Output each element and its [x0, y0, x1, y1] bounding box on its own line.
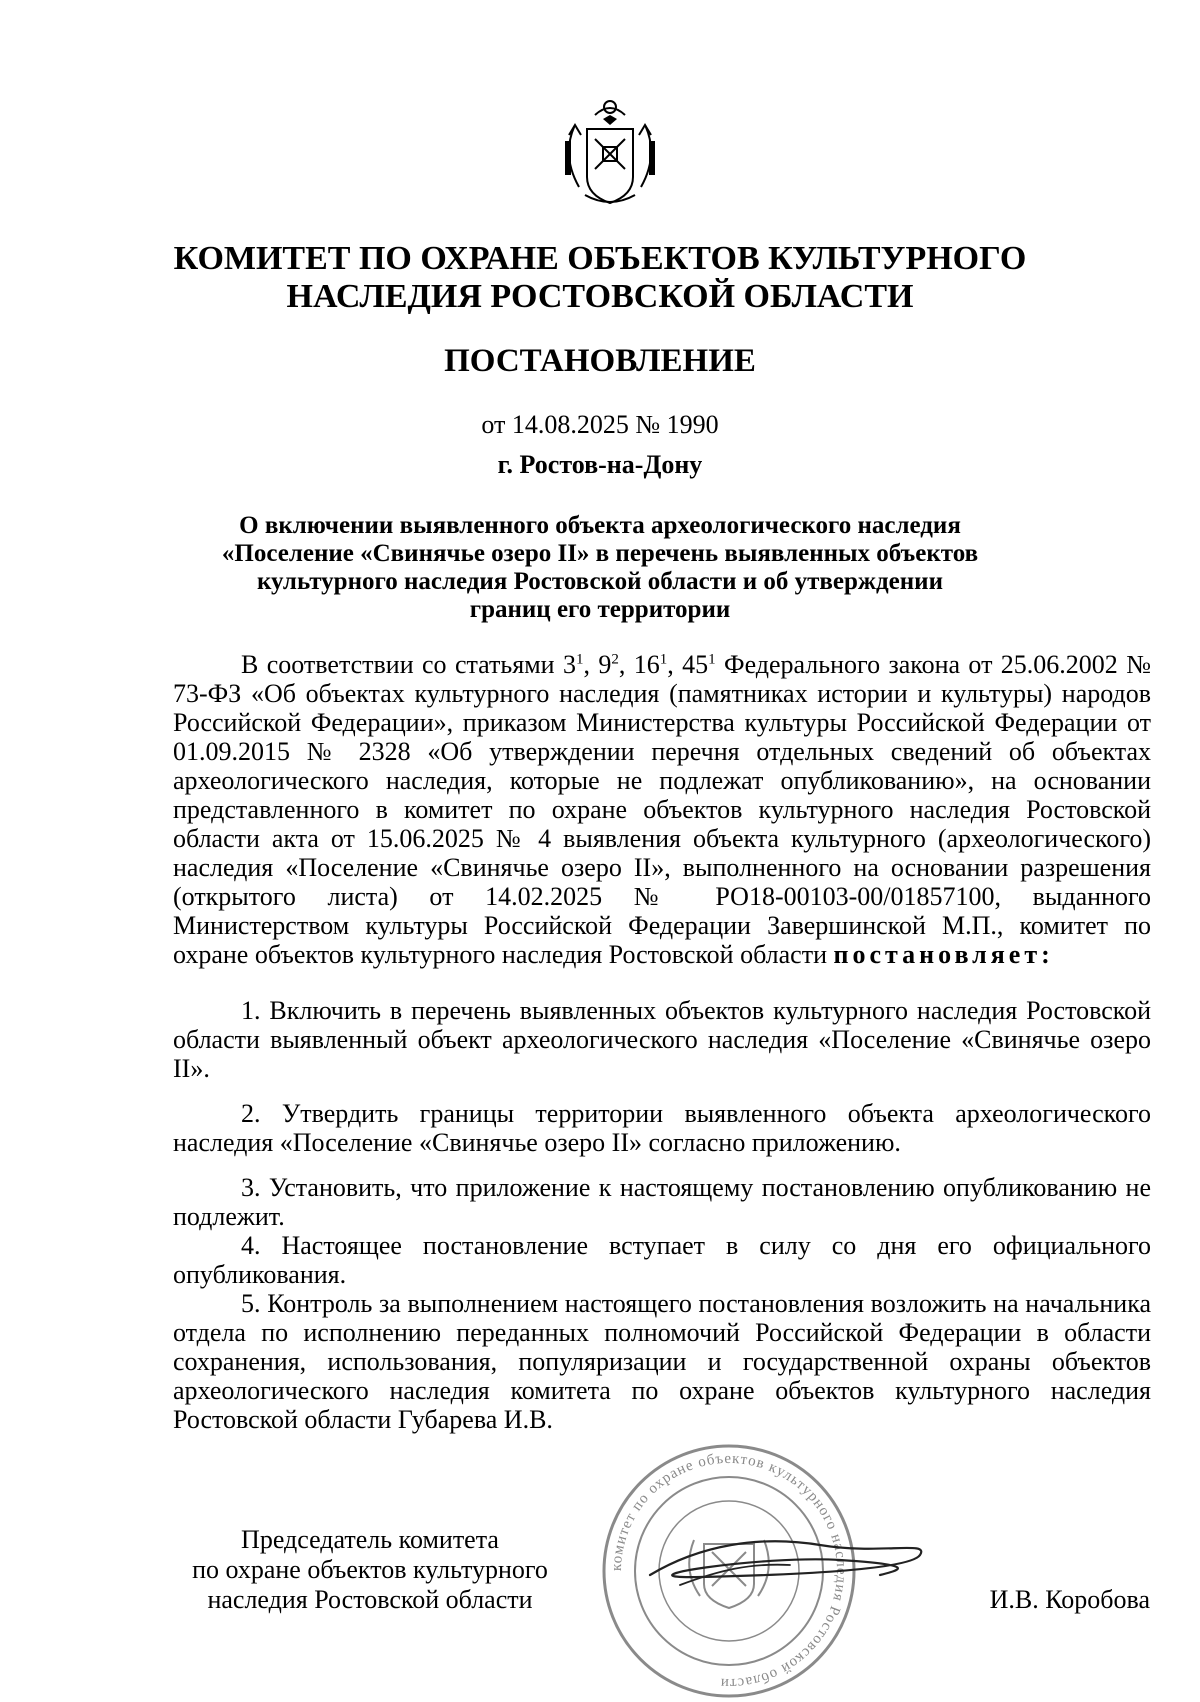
decree-word: постановляет:	[833, 940, 1054, 969]
document-title-line: О включении выявленного объекта археологического наследия	[239, 512, 961, 539]
signer-name: И.В. Коробова	[989, 1585, 1150, 1614]
list-item: 2. Утвердить границы территории выявленного объекта археологического наследия «Поселение «Свинячье озеро II» согласно приложению.	[173, 1099, 1151, 1157]
document-title-line: «Поселение «Свинячье озеро II» в перечень выявленных объектов	[221, 540, 979, 567]
handwritten-signature-icon	[640, 1515, 940, 1605]
signer-position-line: Председатель комитета	[241, 1525, 499, 1554]
document-title	[190, 512, 1010, 624]
signer-position-line: наследия Ростовской области	[207, 1585, 533, 1614]
coat-of-arms-icon	[555, 95, 665, 215]
organization-name-line: КОМИТЕТ ПО ОХРАНЕ ОБЪЕКТОВ КУЛЬТУРНОГО	[173, 240, 1027, 277]
document-title-line: границ его территории	[469, 596, 731, 623]
list-item: 1. Включить в перечень выявленных объектов культурного наследия Ростовской области выявленный объект археологического наследия «Поселение «Свинячье озеро II».	[173, 996, 1151, 1083]
signer-position	[160, 1525, 580, 1615]
seal-text: комитет по охране объектов культурного наследия Ростовской области	[608, 1450, 850, 1692]
list-item: 5. Контроль за выполнением настоящего постановления возложить на начальника отдела по исполнению переданных полномочий Российской Федерации в области сохранения, использования, популяризации и государственной охраны объектов археологического наследия комитета по охране объектов культурного наследия Ростовской области Губарева И.В.	[173, 1289, 1151, 1434]
document-body	[173, 650, 1151, 1434]
organization-name-line: НАСЛЕДИЯ РОСТОВСКОЙ ОБЛАСТИ	[286, 278, 914, 315]
document-type: ПОСТАНОВЛЕНИЕ	[444, 343, 756, 379]
organization-name	[130, 240, 1070, 316]
list-item: 4. Настоящее постановление вступает в силу со дня его официального опубликования.	[173, 1231, 1151, 1289]
list-item: 3. Установить, что приложение к настоящему постановлению опубликованию не подлежит.	[173, 1173, 1151, 1231]
signer-position-line: по охране объектов культурного	[192, 1555, 548, 1584]
document-date-number: от 14.08.2025 № 1990	[481, 410, 719, 439]
document-title-line: культурного наследия Ростовской области и об утверждении	[257, 568, 943, 595]
document-city: г. Ростов-на-Дону	[497, 450, 703, 479]
preamble-paragraph: В соответствии со статьями $3^1$, $9^2$, $16^1$, $45^1$ Федерального закона от 25.06.2002 № 73-ФЗ «Об объектах культурного наследия (памятниках истории и культуры) народов Российской Федерации», приказом Министерства культуры Российской Федерации от 01.09.2015 № 2328 «Об утверждении перечня отдельных сведений об объектах археологического наследия, которые не подлежат опубликованию», на основании представленного в комитет по охране объектов культурного наследия Ростовской области акта от 15.06.2025 № 4 выявления объекта культурного (археологического) наследия «Поселение «Свинячье озеро II», выполненного на основании разрешения (открытого листа) от 14.02.2025 № РО18-00103-00/01857100, выданного Министерством культуры Российской Федерации Завершинской М.П., комитет по охране объектов культурного наследия Ростовской области постановляет:	[173, 650, 1152, 969]
